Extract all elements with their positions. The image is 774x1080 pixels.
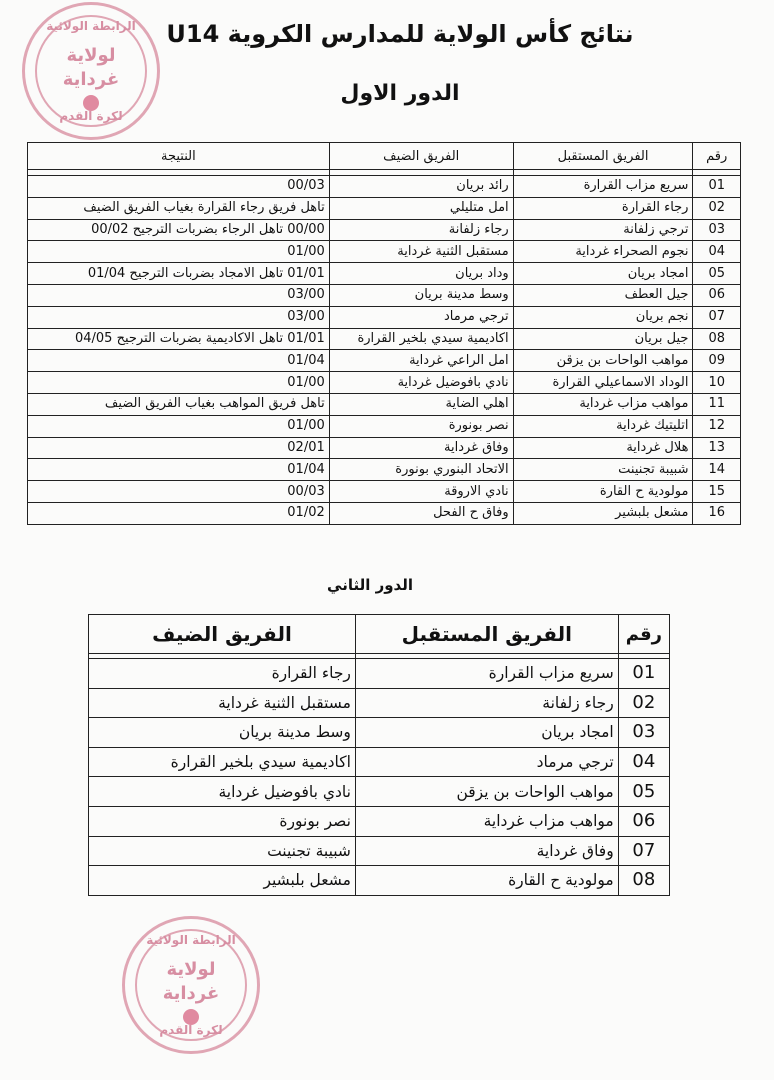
cell-result: 00/00 تاهل الرجاء بضربات الترجيح 00/02 bbox=[28, 219, 330, 241]
round2-body bbox=[89, 659, 670, 896]
official-stamp-top bbox=[22, 2, 160, 140]
cell-num: 03 bbox=[618, 718, 669, 748]
cell-home: الوداد الاسماعيلي القرارة bbox=[513, 372, 693, 394]
cell-home: امجاد بريان bbox=[513, 263, 693, 285]
cell-num: 11 bbox=[693, 393, 741, 415]
round2-table bbox=[88, 614, 670, 896]
table-row bbox=[89, 836, 670, 866]
cell-num: 16 bbox=[693, 502, 741, 524]
cell-num: 10 bbox=[693, 372, 741, 394]
cell-result: 03/00 bbox=[28, 284, 330, 306]
header-result: النتيجة bbox=[28, 143, 330, 170]
cell-away: مشعل بلبشير bbox=[89, 866, 356, 896]
cell-num: 05 bbox=[693, 263, 741, 285]
round2-header-row bbox=[89, 615, 670, 654]
cell-home: اتليتيك غرداية bbox=[513, 415, 693, 437]
cell-num: 01 bbox=[618, 659, 669, 689]
cell-home: مواهب مزاب غرداية bbox=[355, 806, 618, 836]
page-title: نتائج كأس الولاية للمدارس الكروية U14 bbox=[166, 20, 634, 48]
round1-title: الدور الاول bbox=[340, 81, 460, 106]
table-row bbox=[28, 197, 741, 219]
stamp-line-3: غرداية bbox=[162, 983, 220, 1004]
cell-num: 07 bbox=[693, 306, 741, 328]
table-row bbox=[28, 284, 741, 306]
table-row bbox=[89, 688, 670, 718]
stamp-line-1: الرابطة الولائية bbox=[146, 933, 236, 947]
cell-result: 03/00 bbox=[28, 306, 330, 328]
cell-result: 01/00 bbox=[28, 241, 330, 263]
cell-home: رجاء القرارة bbox=[513, 197, 693, 219]
cell-result: تاهل فريق رجاء القرارة بغياب الفريق الضيف bbox=[28, 197, 330, 219]
round2-title: الدور الثاني bbox=[327, 576, 413, 594]
cell-num: 06 bbox=[693, 284, 741, 306]
table-row bbox=[89, 718, 670, 748]
cell-home: مواهب الواحات بن يزقن bbox=[513, 350, 693, 372]
cell-away: رائد بريان bbox=[329, 176, 513, 198]
cell-home: مواهب الواحات بن يزقن bbox=[355, 777, 618, 807]
stamp-line-3: غرداية bbox=[62, 69, 120, 90]
cell-away: نادي بافوضيل غرداية bbox=[329, 372, 513, 394]
cell-num: 04 bbox=[618, 747, 669, 777]
cell-home: نجم بريان bbox=[513, 306, 693, 328]
cell-num: 08 bbox=[618, 866, 669, 896]
header-num: رقم bbox=[693, 143, 741, 170]
cell-num: 09 bbox=[693, 350, 741, 372]
cell-result: تاهل فريق المواهب بغياب الفريق الضيف bbox=[28, 393, 330, 415]
cell-home: مواهب مزاب غرداية bbox=[513, 393, 693, 415]
cell-result: 02/01 bbox=[28, 437, 330, 459]
stamp-line-4: لكرة القدم bbox=[59, 109, 123, 123]
cell-home: ترجي زلفانة bbox=[513, 219, 693, 241]
table-row bbox=[28, 350, 741, 372]
table-row bbox=[28, 263, 741, 285]
cell-num: 12 bbox=[693, 415, 741, 437]
round1-body bbox=[28, 176, 741, 525]
cell-result: 00/03 bbox=[28, 481, 330, 503]
round1-table bbox=[27, 142, 741, 525]
cell-home: هلال غرداية bbox=[513, 437, 693, 459]
stamp-line-1: الرابطة الولائية bbox=[46, 19, 136, 33]
cell-home: جيل بريان bbox=[513, 328, 693, 350]
header-away: الفريق الضيف bbox=[89, 615, 356, 654]
cell-home: وفاق غرداية bbox=[355, 836, 618, 866]
table-row bbox=[28, 328, 741, 350]
stamp-line-4: لكرة القدم bbox=[159, 1023, 223, 1037]
table-row bbox=[28, 459, 741, 481]
header-home: الفريق المستقبل bbox=[513, 143, 693, 170]
table-row bbox=[28, 437, 741, 459]
cell-away: وداد بريان bbox=[329, 263, 513, 285]
cell-result: 01/00 bbox=[28, 415, 330, 437]
cell-away: وسط مدينة بريان bbox=[89, 718, 356, 748]
table-row bbox=[28, 241, 741, 263]
cell-away: نادي بافوضيل غرداية bbox=[89, 777, 356, 807]
cell-num: 04 bbox=[693, 241, 741, 263]
cell-away: وفاق غرداية bbox=[329, 437, 513, 459]
cell-home: نجوم الصحراء غرداية bbox=[513, 241, 693, 263]
cell-num: 05 bbox=[618, 777, 669, 807]
cell-away: شبيبة تجنينت bbox=[89, 836, 356, 866]
cell-result: 01/01 تاهل الاكاديمية بضربات الترجيح 04/05 bbox=[28, 328, 330, 350]
cell-home: مولودية ح القارة bbox=[513, 481, 693, 503]
cell-num: 06 bbox=[618, 806, 669, 836]
cell-away: اكاديمية سيدي بلخير القرارة bbox=[329, 328, 513, 350]
cell-num: 15 bbox=[693, 481, 741, 503]
header-away: الفريق الضيف bbox=[329, 143, 513, 170]
cell-num: 02 bbox=[693, 197, 741, 219]
cell-home: مشعل بلبشير bbox=[513, 502, 693, 524]
table-row bbox=[28, 176, 741, 198]
cell-result: 01/01 تاهل الامجاد بضربات الترجيح 01/04 bbox=[28, 263, 330, 285]
table-row bbox=[89, 777, 670, 807]
cell-home: امجاد بريان bbox=[355, 718, 618, 748]
cell-result: 01/04 bbox=[28, 459, 330, 481]
table-row bbox=[28, 415, 741, 437]
cell-away: اهلي الضاية bbox=[329, 393, 513, 415]
header-home: الفريق المستقبل bbox=[355, 615, 618, 654]
cell-away: نصر بونورة bbox=[89, 806, 356, 836]
cell-away: وفاق ح الفحل bbox=[329, 502, 513, 524]
cell-away: مستقبل الثنية غرداية bbox=[89, 688, 356, 718]
official-stamp-bottom bbox=[122, 916, 260, 1054]
stamp-line-2: لولاية bbox=[166, 959, 216, 980]
cell-away: امل متليلي bbox=[329, 197, 513, 219]
round1-header-row bbox=[28, 143, 741, 170]
cell-home: سريع مزاب القرارة bbox=[355, 659, 618, 689]
table-row bbox=[89, 747, 670, 777]
table-row bbox=[28, 372, 741, 394]
cell-result: 01/02 bbox=[28, 502, 330, 524]
cell-num: 08 bbox=[693, 328, 741, 350]
cell-home: شبيبة تجنينت bbox=[513, 459, 693, 481]
cell-num: 13 bbox=[693, 437, 741, 459]
table-row bbox=[28, 219, 741, 241]
cell-result: 00/03 bbox=[28, 176, 330, 198]
cell-num: 03 bbox=[693, 219, 741, 241]
table-row bbox=[28, 481, 741, 503]
cell-away: رجاء زلفانة bbox=[329, 219, 513, 241]
cell-num: 14 bbox=[693, 459, 741, 481]
cell-result: 01/04 bbox=[28, 350, 330, 372]
cell-home: رجاء زلفانة bbox=[355, 688, 618, 718]
table-row bbox=[89, 806, 670, 836]
cell-away: اكاديمية سيدي بلخير القرارة bbox=[89, 747, 356, 777]
cell-num: 01 bbox=[693, 176, 741, 198]
cell-home: سريع مزاب القرارة bbox=[513, 176, 693, 198]
cell-home: ترجي مرماد bbox=[355, 747, 618, 777]
cell-away: رجاء القرارة bbox=[89, 659, 356, 689]
cell-home: مولودية ح القارة bbox=[355, 866, 618, 896]
cell-home: جيل العطف bbox=[513, 284, 693, 306]
stamp-line-2: لولاية bbox=[66, 45, 116, 66]
table-row bbox=[28, 306, 741, 328]
cell-away: امل الراعي غرداية bbox=[329, 350, 513, 372]
table-row bbox=[89, 659, 670, 689]
table-row bbox=[28, 393, 741, 415]
cell-away: نادي الاروقة bbox=[329, 481, 513, 503]
header-num: رقم bbox=[618, 615, 669, 654]
cell-num: 02 bbox=[618, 688, 669, 718]
cell-num: 07 bbox=[618, 836, 669, 866]
cell-away: ترجي مرماد bbox=[329, 306, 513, 328]
cell-away: مستقبل الثنية غرداية bbox=[329, 241, 513, 263]
table-row bbox=[28, 502, 741, 524]
cell-away: الاتحاد البنوري بونورة bbox=[329, 459, 513, 481]
cell-result: 01/00 bbox=[28, 372, 330, 394]
table-row bbox=[89, 866, 670, 896]
cell-away: وسط مدينة بريان bbox=[329, 284, 513, 306]
cell-away: نصر بونورة bbox=[329, 415, 513, 437]
